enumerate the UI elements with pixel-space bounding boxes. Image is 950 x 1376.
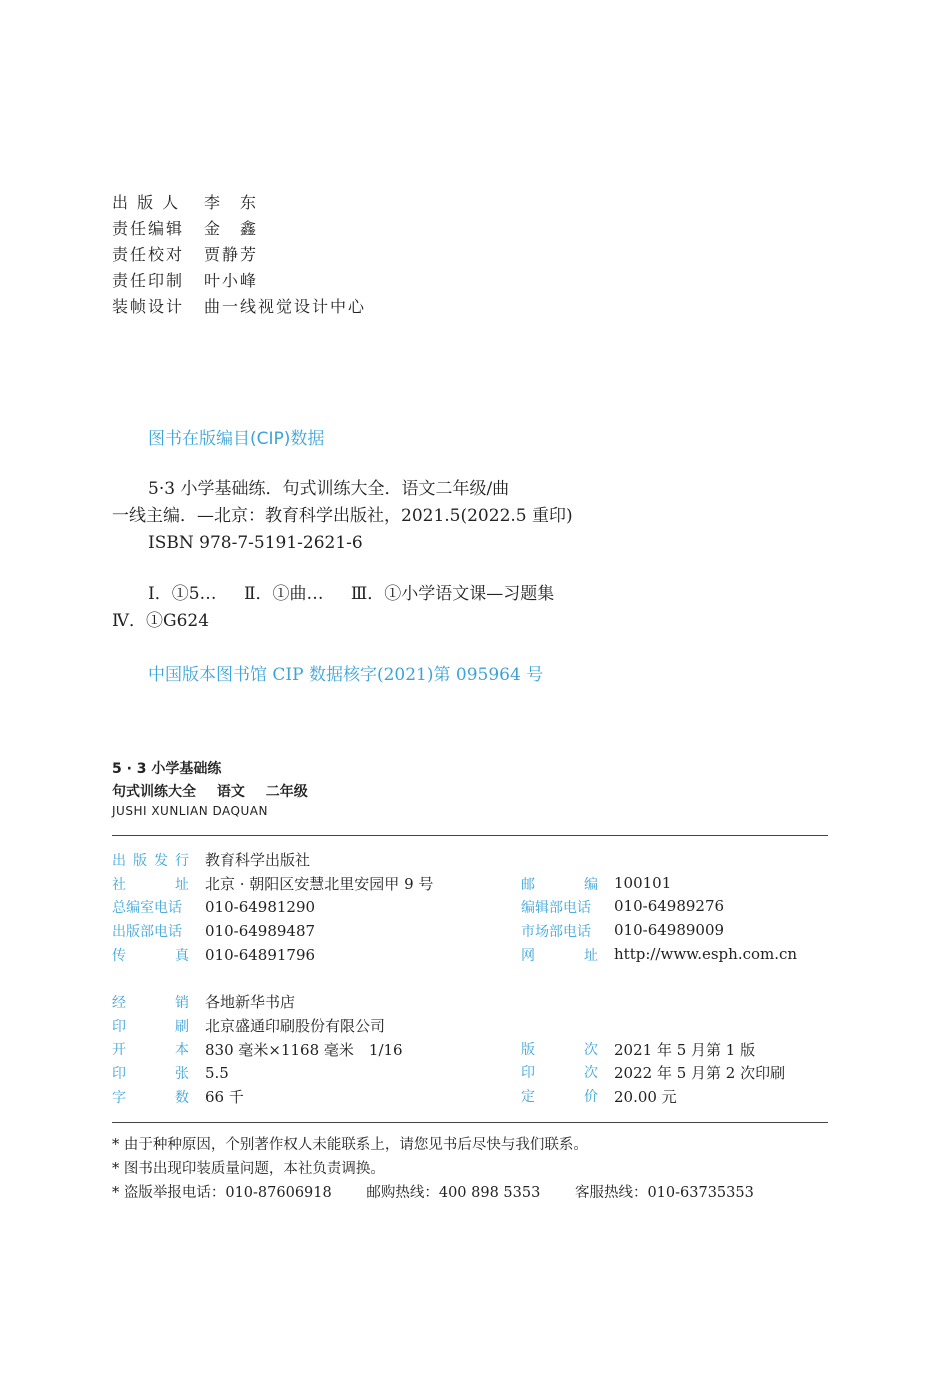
note: * 由于种种原因，个别著作权人未能联系上，请您见书后尽快与我们联系。	[112, 1137, 588, 1153]
customer-service-hotline: 客服热线：010-63735353	[574, 1185, 754, 1201]
book-title-block	[112, 758, 324, 824]
credit-label: 责任印制	[112, 270, 185, 290]
credits-block	[112, 188, 366, 318]
field-label: 社 址	[112, 876, 189, 893]
field-value: 北京盛通印刷股份有限公司	[205, 1017, 386, 1036]
cip-approval: 中国版本图书馆 CIP 数据核字(2021)第 095964 号	[148, 665, 544, 685]
note	[112, 1181, 754, 1205]
cip-index-item: Ⅳ．①G624	[112, 611, 210, 631]
info-col2	[521, 897, 814, 917]
info-col2	[521, 945, 814, 965]
field-label: 印 张	[112, 1065, 189, 1082]
credit-label: 责任编辑	[112, 218, 185, 238]
book-subtitle	[112, 781, 324, 804]
info-row	[112, 990, 505, 1014]
info-row	[112, 943, 798, 967]
field-value: 5.5	[205, 1063, 229, 1082]
field-label: 经 销	[112, 994, 189, 1011]
cip-index	[112, 581, 554, 635]
subtitle-part: 句式训练大全	[112, 784, 196, 800]
publisher-info	[112, 848, 798, 966]
field-label: 字 数	[112, 1089, 189, 1106]
credit-name: 李 东	[204, 192, 259, 212]
credit-row	[112, 266, 366, 292]
field-value: 66 千	[205, 1088, 244, 1107]
field-value: 北京 · 朝阳区安慧北里安园甲 9 号	[205, 875, 434, 894]
book-pinyin: JUSHI XUNLIAN DAQUAN	[112, 804, 268, 818]
field-value: 2022 年 5 月第 2 次印刷	[614, 1064, 786, 1083]
mail-order-hotline: 邮购热线：400 898 5353	[366, 1185, 541, 1201]
info-col2	[521, 1062, 814, 1083]
info-row	[112, 1037, 756, 1061]
field-label: 总编室电话	[112, 900, 182, 917]
credit-label: 装帧设计	[112, 296, 185, 316]
cip-isbn: ISBN 978-7-5191-2621-6	[148, 533, 363, 553]
field-value: 830 毫米×1168 毫米 1/16	[205, 1040, 403, 1059]
field-value: 010-64989276	[614, 897, 725, 916]
field-label: 开 本	[112, 1042, 189, 1059]
field-value: 010-64989009	[614, 920, 725, 939]
field-label: 编辑部电话	[521, 900, 591, 917]
field-value: 教育科学出版社	[205, 851, 311, 870]
info-row	[112, 1014, 505, 1038]
credit-row	[112, 214, 366, 240]
field-label: 印 刷	[112, 1018, 189, 1035]
cip-line: 5·3 小学基础练．句式训练大全．语文二年级/曲	[148, 479, 510, 499]
field-value: 20.00 元	[614, 1088, 677, 1107]
credit-name: 贾静芳	[204, 244, 259, 264]
cip-record	[112, 476, 572, 557]
info-row	[112, 848, 505, 872]
field-label: 传 真	[112, 947, 189, 964]
field-label: 邮 编	[521, 876, 598, 893]
credit-name: 叶小峰	[204, 270, 259, 290]
info-row	[112, 919, 725, 943]
field-value: 010-64891796	[205, 945, 316, 964]
info-col2	[521, 874, 814, 894]
credit-name: 金 鑫	[204, 218, 259, 238]
credit-name: 曲一线视觉设计中心	[204, 296, 367, 316]
field-label: 定 价	[521, 1089, 598, 1106]
field-label: 印 次	[521, 1065, 598, 1082]
info-row	[112, 1061, 786, 1085]
info-row	[112, 895, 725, 919]
info-col2	[521, 921, 814, 941]
field-label: 版 次	[521, 1041, 598, 1058]
piracy-hotline: * 盗版举报电话：010-87606918	[112, 1185, 332, 1201]
info-row	[112, 1085, 677, 1109]
cip-index-item: Ⅲ．①小学语文课—习题集	[350, 584, 555, 604]
field-value: 100101	[614, 873, 672, 892]
credit-row	[112, 188, 366, 214]
print-info	[112, 990, 786, 1108]
field-value: http://www.esph.com.cn	[614, 944, 798, 963]
field-value: 各地新华书店	[205, 993, 296, 1012]
field-value: 2021 年 5 月第 1 版	[614, 1040, 756, 1059]
field-label: 出 版 发 行	[112, 852, 189, 869]
info-col2	[521, 1039, 814, 1060]
credit-label: 出 版 人	[112, 192, 181, 212]
divider	[112, 1122, 828, 1123]
field-label: 市场部电话	[521, 923, 591, 940]
credit-label: 责任校对	[112, 244, 185, 264]
subtitle-part: 二年级	[265, 784, 308, 800]
cip-line: 一线主编．—北京：教育科学出版社，2021.5(2022.5 重印)	[112, 506, 573, 526]
cip-index-item: Ⅱ．①曲…	[243, 584, 324, 604]
credit-row	[112, 240, 366, 266]
field-value: 010-64989487	[205, 921, 316, 940]
cip-title: 图书在版编目(CIP)数据	[148, 429, 325, 449]
field-label: 网 址	[521, 947, 598, 964]
notes-block	[112, 1133, 754, 1205]
credit-row	[112, 292, 366, 318]
info-col2	[521, 1086, 814, 1107]
subtitle-part: 语文	[216, 784, 245, 800]
field-label: 出版部电话	[112, 923, 182, 940]
divider	[112, 835, 828, 836]
field-value: 010-64981290	[205, 898, 316, 917]
cip-index-item: Ⅰ．①5…	[148, 584, 217, 604]
info-row	[112, 872, 672, 896]
series-title: 5 · 3 小学基础练	[112, 761, 222, 777]
note: * 图书出现印装质量问题，本社负责调换。	[112, 1161, 385, 1177]
